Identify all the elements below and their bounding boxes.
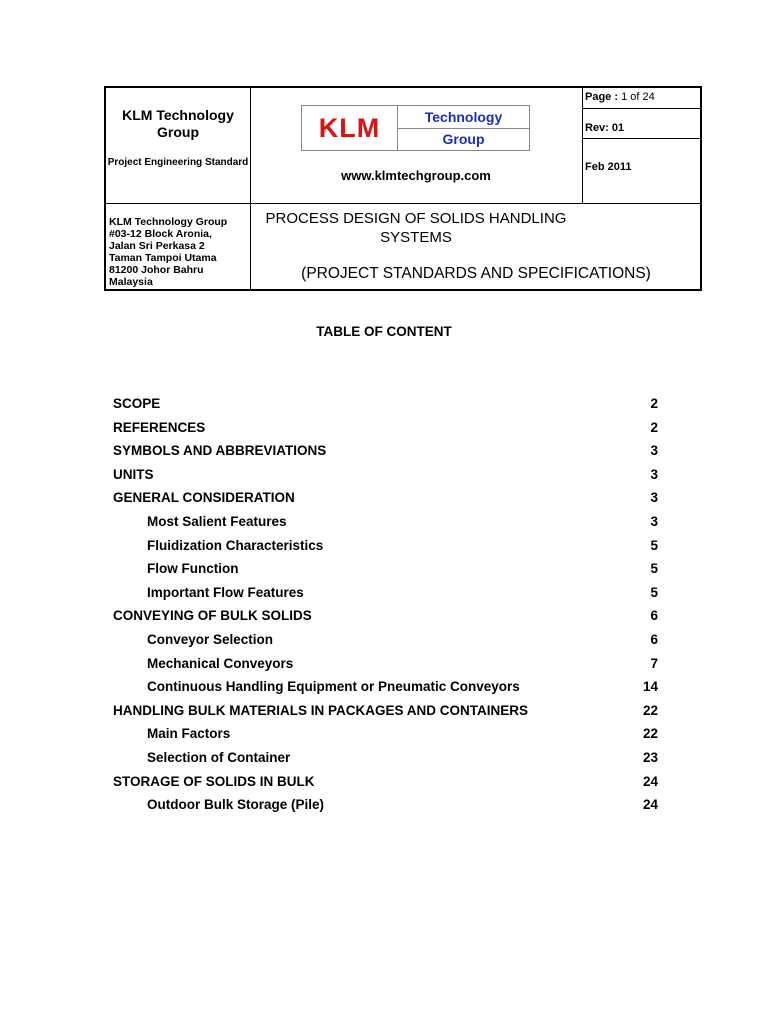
website-link[interactable]: www.klmtechgroup.com [341, 168, 491, 183]
logo-technology: Technology [398, 106, 529, 129]
page-label: Page : [585, 91, 619, 103]
toc-heading: TABLE OF CONTENT [316, 324, 452, 339]
document-subtitle: (PROJECT STANDARDS AND SPECIFICATIONS) [301, 265, 651, 282]
toc-entry-label: Selection of Container [147, 749, 291, 765]
toc-entry-page: 5 [650, 584, 658, 600]
toc-entry-label: STORAGE OF SOLIDS IN BULK [113, 773, 315, 789]
toc-entry-label: HANDLING BULK MATERIALS IN PACKAGES AND CONTAINERS [113, 702, 528, 718]
toc-entry[interactable] [113, 466, 658, 490]
logo-group: Group [442, 131, 485, 147]
toc-entry-page: 6 [650, 608, 658, 624]
company-address [109, 216, 249, 289]
toc-entry-page: 24 [642, 773, 658, 789]
toc-entry-label: Continuous Handling Equipment or Pneumatic Conveyors [147, 679, 520, 695]
toc-entry[interactable] [113, 607, 658, 631]
toc-entry-label: Fluidization Characteristics [147, 537, 324, 553]
toc-entry-page: 3 [650, 490, 658, 506]
toc-entry-page: 5 [650, 537, 658, 553]
toc-entry[interactable] [113, 655, 658, 679]
toc-entry-label: Conveyor Selection [147, 631, 274, 647]
document-header [104, 86, 702, 291]
toc-entry-label: Mechanical Conveyors [147, 655, 294, 671]
toc-list [113, 395, 658, 820]
toc-entry-page: 2 [650, 419, 658, 435]
address-line: 81200 Johor Bahru [109, 264, 204, 277]
toc-entry-label: Main Factors [147, 726, 231, 742]
address-line: Taman Tampoi Utama [109, 252, 217, 265]
toc-entry-page: 5 [650, 561, 658, 577]
toc-entry-label: REFERENCES [113, 419, 206, 435]
toc-entry-label: GENERAL CONSIDERATION [113, 490, 295, 506]
toc-entry[interactable] [113, 796, 658, 820]
address-line: #03-12 Block Aronia, [109, 228, 212, 241]
klm-logo [301, 105, 530, 151]
toc-entry[interactable] [113, 702, 658, 726]
page-indicator [585, 91, 655, 104]
toc-entry[interactable] [113, 560, 658, 584]
toc-entry[interactable] [113, 489, 658, 513]
toc-entry-page: 24 [642, 797, 658, 813]
toc-entry[interactable] [113, 725, 658, 749]
toc-entry-label: SCOPE [113, 396, 161, 411]
toc-entry-page: 14 [642, 679, 658, 695]
logo-mark: KLM [302, 106, 398, 150]
toc-entry-label: Outdoor Bulk Storage (Pile) [147, 797, 325, 813]
toc-entry[interactable] [113, 678, 658, 702]
address-line: Jalan Sri Perkasa 2 [109, 240, 205, 253]
document-title-line: PROCESS DESIGN OF SOLIDS HANDLING [265, 210, 567, 227]
toc-entry[interactable] [113, 395, 658, 419]
toc-entry[interactable] [113, 749, 658, 773]
toc-entry-label: Important Flow Features [147, 584, 304, 600]
toc-entry[interactable] [113, 537, 658, 561]
toc-entry-page: 3 [650, 466, 658, 482]
date-label: Feb 2011 [585, 161, 632, 173]
standard-type: Project Engineering Standard [107, 157, 249, 168]
toc-entry[interactable] [113, 631, 658, 655]
toc-entry-label: Most Salient Features [147, 513, 287, 529]
address-line: Malaysia [109, 276, 153, 289]
document-title [251, 209, 581, 247]
toc-entry-page: 23 [642, 749, 658, 765]
company-name: KLM Technology Group [122, 107, 234, 140]
header-divider-middle [106, 203, 702, 204]
toc-entry-label: UNITS [113, 466, 154, 482]
toc-entry[interactable] [113, 584, 658, 608]
toc-entry-page: 3 [650, 443, 658, 459]
header-divider-left [250, 88, 251, 289]
toc-entry[interactable] [113, 773, 658, 797]
toc-entry-page: 3 [650, 513, 658, 529]
toc-entry[interactable] [113, 419, 658, 443]
address-line: KLM Technology Group [109, 216, 228, 228]
toc-entry-label: Flow Function [147, 561, 239, 577]
toc-entry[interactable] [113, 513, 658, 537]
header-divider-right [582, 88, 583, 204]
toc-entry-page: 6 [650, 631, 658, 647]
header-divider-rev [582, 138, 702, 139]
toc-entry-page: 2 [650, 396, 658, 411]
revision-label: Rev: 01 [585, 122, 625, 134]
header-divider-page [582, 108, 702, 109]
toc-entry[interactable] [113, 442, 658, 466]
toc-entry-page: 22 [642, 726, 658, 742]
toc-entry-label: CONVEYING OF BULK SOLIDS [113, 608, 312, 624]
toc-entry-page: 22 [642, 702, 658, 718]
toc-entry-page: 7 [650, 655, 658, 671]
page-value: 1 of 24 [621, 91, 655, 103]
toc-entry-label: SYMBOLS AND ABBREVIATIONS [113, 443, 327, 459]
document-title-line: SYSTEMS [380, 229, 452, 246]
